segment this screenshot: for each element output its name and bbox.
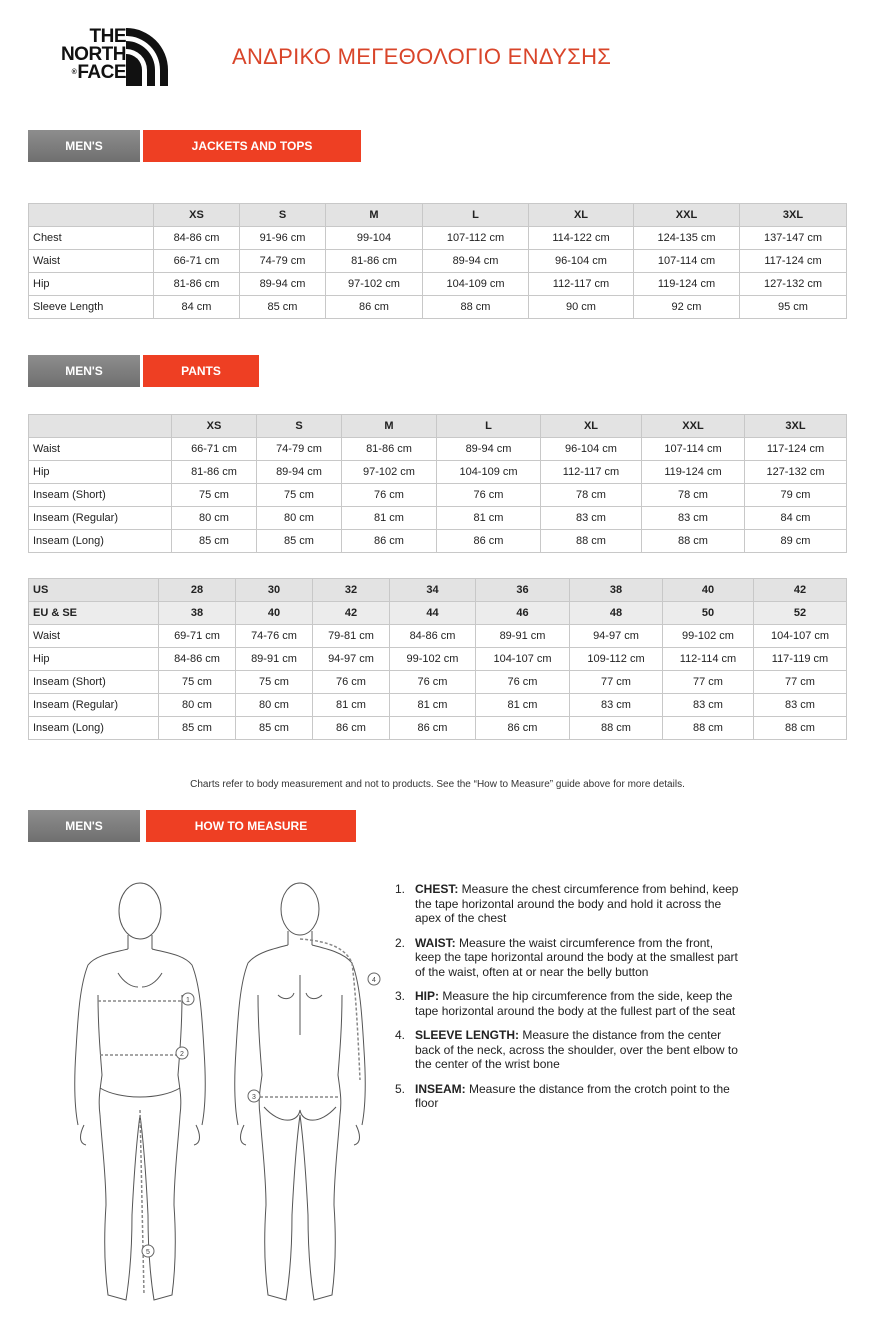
step-number: 1.: [395, 882, 406, 896]
us-size-header: 28: [159, 579, 236, 602]
table-cell: 76 cm: [390, 671, 476, 694]
mens-tab[interactable]: MEN'S: [28, 355, 140, 387]
table-cell: 88 cm: [570, 717, 663, 740]
svg-text:1: 1: [186, 997, 190, 1004]
row-label: Inseam (Regular): [29, 507, 172, 530]
table-cell: 99-102 cm: [663, 625, 754, 648]
table-cell: 80 cm: [159, 694, 236, 717]
table-cell: 83 cm: [570, 694, 663, 717]
us-size-header: 38: [570, 579, 663, 602]
pants-section-header: [28, 355, 259, 387]
size-header: S: [257, 415, 342, 438]
half-dome-icon: [126, 28, 168, 86]
mens-tab[interactable]: MEN'S: [28, 810, 140, 842]
sleeve-tape-line: [300, 939, 360, 1080]
disclaimer-note: Charts refer to body measurement and not to products. See the “How to Measure” guide above for more details.: [190, 779, 685, 790]
step-text: Measure the distance from the crotch point to the floor: [415, 1081, 730, 1110]
mens-tab[interactable]: MEN'S: [28, 130, 140, 162]
table-cell: 89-91 cm: [476, 625, 570, 648]
eu-size-header: 44: [390, 602, 476, 625]
size-header: L: [437, 415, 541, 438]
size-header: L: [423, 204, 529, 227]
row-label: Sleeve Length: [29, 296, 154, 319]
row-label: Hip: [29, 648, 159, 671]
table-cell: 84-86 cm: [154, 227, 240, 250]
table-cell: 74-76 cm: [236, 625, 313, 648]
us-size-header: 32: [313, 579, 390, 602]
table-cell: 86 cm: [326, 296, 423, 319]
table-cell: 127-132 cm: [745, 461, 847, 484]
table-cell: 107-114 cm: [634, 250, 740, 273]
table-cell: 77 cm: [663, 671, 754, 694]
how-to-measure-tab[interactable]: HOW TO MEASURE: [146, 810, 356, 842]
table-row: [29, 625, 847, 648]
row-label: Inseam (Short): [29, 671, 159, 694]
table-header-row: [29, 415, 847, 438]
table-cell: 81-86 cm: [172, 461, 257, 484]
table-cell: 84-86 cm: [159, 648, 236, 671]
table-cell: 80 cm: [236, 694, 313, 717]
row-label: Inseam (Short): [29, 484, 172, 507]
brand-line-2: NORTH: [60, 44, 126, 65]
table-row: [29, 227, 847, 250]
table-cell: 83 cm: [663, 694, 754, 717]
table-cell: 81-86 cm: [326, 250, 423, 273]
table-cell: 97-102 cm: [326, 273, 423, 296]
table-cell: 88 cm: [423, 296, 529, 319]
table-cell: 84 cm: [745, 507, 847, 530]
table-cell: 76 cm: [342, 484, 437, 507]
step-number: 2.: [395, 935, 406, 950]
eu-size-header: 42: [313, 602, 390, 625]
table-cell: 104-107 cm: [754, 625, 847, 648]
table-cell: 117-119 cm: [754, 648, 847, 671]
table-cell: 75 cm: [172, 484, 257, 507]
table-cell: 86 cm: [437, 530, 541, 553]
table-cell: 86 cm: [390, 717, 476, 740]
step-term: HIP:: [415, 989, 439, 1003]
table-cell: 89-94 cm: [240, 273, 326, 296]
table-cell: 107-112 cm: [423, 227, 529, 250]
size-header: M: [342, 415, 437, 438]
size-header: XL: [529, 204, 634, 227]
table-cell: 75 cm: [159, 671, 236, 694]
eu-size-header: 46: [476, 602, 570, 625]
size-header: XS: [172, 415, 257, 438]
brand-logo: [42, 28, 168, 88]
size-header: 3XL: [740, 204, 847, 227]
table-row: [29, 438, 847, 461]
row-label: Inseam (Long): [29, 530, 172, 553]
step-term: INSEAM:: [415, 1081, 466, 1096]
table-cell: 76 cm: [313, 671, 390, 694]
table-cell: 112-114 cm: [663, 648, 754, 671]
table-cell: 89-94 cm: [423, 250, 529, 273]
table-cell: 81 cm: [437, 507, 541, 530]
list-item: [395, 1028, 740, 1072]
row-label: Inseam (Regular): [29, 694, 159, 717]
size-header: XXL: [642, 415, 745, 438]
table-cell: 89-94 cm: [437, 438, 541, 461]
table-cell: 104-109 cm: [437, 461, 541, 484]
table-cell: 79-81 cm: [313, 625, 390, 648]
row-label: Waist: [29, 250, 154, 273]
table-cell: 80 cm: [257, 507, 342, 530]
eu-size-header: 38: [159, 602, 236, 625]
table-cell: 66-71 cm: [154, 250, 240, 273]
eu-size-header: 52: [754, 602, 847, 625]
body-measurement-figure: [60, 875, 390, 1315]
us-size-header: 34: [390, 579, 476, 602]
table-cell: 88 cm: [642, 530, 745, 553]
table-cell: 80 cm: [172, 507, 257, 530]
table-cell: 117-124 cm: [740, 250, 847, 273]
table-cell: 85 cm: [172, 530, 257, 553]
list-item: [395, 882, 740, 926]
table-cell: 86 cm: [342, 530, 437, 553]
marker-hip-icon: [248, 1090, 260, 1102]
step-number: 4.: [395, 1028, 406, 1042]
step-term: CHEST:: [415, 882, 459, 896]
table-cell: 99-104: [326, 227, 423, 250]
pants-numeric-size-table: [28, 578, 847, 740]
table-cell: 96-104 cm: [541, 438, 642, 461]
measure-section-header: [28, 810, 356, 842]
table-cell: 84 cm: [154, 296, 240, 319]
table-cell: 75 cm: [257, 484, 342, 507]
table-cell: 95 cm: [740, 296, 847, 319]
brand-line-3-text: FACE: [77, 62, 126, 83]
step-term: SLEEVE LENGTH:: [415, 1028, 520, 1042]
table-cell: 112-117 cm: [541, 461, 642, 484]
size-header: S: [240, 204, 326, 227]
header-corner: [29, 415, 172, 438]
table-cell: 119-124 cm: [642, 461, 745, 484]
table-cell: 88 cm: [541, 530, 642, 553]
size-header: XXL: [634, 204, 740, 227]
row-label: Waist: [29, 438, 172, 461]
eu-size-header: 48: [570, 602, 663, 625]
row-label: Waist: [29, 625, 159, 648]
table-cell: 124-135 cm: [634, 227, 740, 250]
table-cell: 117-124 cm: [745, 438, 847, 461]
table-row: [29, 273, 847, 296]
eu-size-header: 50: [663, 602, 754, 625]
row-label: Chest: [29, 227, 154, 250]
marker-chest-icon: [182, 993, 194, 1005]
table-cell: 85 cm: [236, 717, 313, 740]
jackets-section-header: [28, 130, 361, 162]
table-cell: 91-96 cm: [240, 227, 326, 250]
table-cell: 89-94 cm: [257, 461, 342, 484]
front-body-outline: [75, 883, 206, 1300]
table-cell: 89-91 cm: [236, 648, 313, 671]
table-cell: 85 cm: [240, 296, 326, 319]
us-size-header: 36: [476, 579, 570, 602]
table-cell: 109-112 cm: [570, 648, 663, 671]
table-cell: 112-117 cm: [529, 273, 634, 296]
list-item: [395, 1082, 740, 1111]
table-cell: 85 cm: [257, 530, 342, 553]
list-item: [395, 936, 740, 980]
table-cell: 76 cm: [437, 484, 541, 507]
table-cell: 88 cm: [754, 717, 847, 740]
svg-text:2: 2: [180, 1051, 184, 1058]
table-cell: 81 cm: [476, 694, 570, 717]
eu-se-label: EU & SE: [29, 602, 159, 625]
table-cell: 90 cm: [529, 296, 634, 319]
size-header: XL: [541, 415, 642, 438]
step-text: Measure the chest circumference from behind, keep the tape horizontal around the body and hold it across the apex of the chest: [415, 882, 739, 925]
row-label: Hip: [29, 273, 154, 296]
registered-mark: ®: [71, 69, 77, 76]
table-cell: 137-147 cm: [740, 227, 847, 250]
step-number: 5.: [395, 1081, 406, 1096]
table-cell: 74-79 cm: [257, 438, 342, 461]
table-cell: 81 cm: [342, 507, 437, 530]
size-header: M: [326, 204, 423, 227]
list-item: [395, 989, 740, 1018]
table-cell: 86 cm: [476, 717, 570, 740]
table-cell: 96-104 cm: [529, 250, 634, 273]
table-cell: 114-122 cm: [529, 227, 634, 250]
row-label: Hip: [29, 461, 172, 484]
size-header: 3XL: [745, 415, 847, 438]
us-label: US: [29, 579, 159, 602]
table-cell: 99-102 cm: [390, 648, 476, 671]
eu-size-header: 40: [236, 602, 313, 625]
svg-text:3: 3: [252, 1094, 256, 1101]
step-number: 3.: [395, 989, 406, 1003]
table-cell: 107-114 cm: [642, 438, 745, 461]
table-cell: 89 cm: [745, 530, 847, 553]
inseam-tape-line: [140, 1110, 144, 1295]
table-cell: 83 cm: [642, 507, 745, 530]
us-size-row: [29, 579, 847, 602]
table-cell: 94-97 cm: [313, 648, 390, 671]
table-cell: 81-86 cm: [154, 273, 240, 296]
table-cell: 85 cm: [159, 717, 236, 740]
table-cell: 84-86 cm: [390, 625, 476, 648]
table-row: [29, 671, 847, 694]
table-row: [29, 648, 847, 671]
table-cell: 97-102 cm: [342, 461, 437, 484]
table-cell: 86 cm: [313, 717, 390, 740]
table-cell: 77 cm: [570, 671, 663, 694]
table-row: [29, 717, 847, 740]
us-size-header: 40: [663, 579, 754, 602]
table-cell: 79 cm: [745, 484, 847, 507]
table-cell: 88 cm: [663, 717, 754, 740]
eu-se-size-row: [29, 602, 847, 625]
page-title: ΑΝΔΡΙΚΟ ΜΕΓΕΘΟΛΟΓΙΟ ΕΝΔΥΣΗΣ: [232, 44, 612, 69]
table-cell: 83 cm: [541, 507, 642, 530]
table-cell: 78 cm: [642, 484, 745, 507]
table-cell: 75 cm: [236, 671, 313, 694]
table-cell: 81 cm: [390, 694, 476, 717]
marker-sleeve-icon: [368, 973, 380, 985]
table-cell: 119-124 cm: [634, 273, 740, 296]
table-cell: 66-71 cm: [172, 438, 257, 461]
marker-inseam-icon: [142, 1245, 154, 1257]
size-header: XS: [154, 204, 240, 227]
table-cell: 81-86 cm: [342, 438, 437, 461]
table-row: [29, 296, 847, 319]
header-corner: [29, 204, 154, 227]
table-cell: 92 cm: [634, 296, 740, 319]
step-term: WAIST:: [415, 935, 456, 950]
brand-line-3: [42, 64, 126, 82]
pants-tab[interactable]: PANTS: [143, 355, 259, 387]
table-row: [29, 484, 847, 507]
table-row: [29, 530, 847, 553]
step-text: Measure the hip circumference from the side, keep the tape horizontal around the body at the fullest part of the seat: [415, 989, 736, 1018]
table-cell: 94-97 cm: [570, 625, 663, 648]
pants-size-table: [28, 414, 847, 553]
table-cell: 76 cm: [476, 671, 570, 694]
table-row: [29, 250, 847, 273]
row-label: Inseam (Long): [29, 717, 159, 740]
step-text: Measure the waist circumference from the front, keep the tape horizontal around the body at the smallest part of the waist, often at or near the belly button: [415, 935, 738, 979]
svg-text:5: 5: [146, 1249, 150, 1256]
jackets-and-tops-tab[interactable]: JACKETS AND TOPS: [143, 130, 361, 162]
table-row: [29, 507, 847, 530]
table-row: [29, 461, 847, 484]
measurement-steps-list: [395, 882, 740, 1121]
table-cell: 74-79 cm: [240, 250, 326, 273]
table-cell: 127-132 cm: [740, 273, 847, 296]
step-text: Measure the distance from the center back of the neck, across the shoulder, over the bent elbow to the center of the wrist bone: [415, 1028, 738, 1071]
table-cell: 83 cm: [754, 694, 847, 717]
table-cell: 69-71 cm: [159, 625, 236, 648]
table-cell: 104-107 cm: [476, 648, 570, 671]
brand-line-1: THE: [89, 26, 126, 47]
svg-text:4: 4: [372, 977, 376, 984]
table-cell: 77 cm: [754, 671, 847, 694]
table-cell: 104-109 cm: [423, 273, 529, 296]
marker-waist-icon: [176, 1047, 188, 1059]
table-cell: 81 cm: [313, 694, 390, 717]
table-header-row: [29, 204, 847, 227]
table-row: [29, 694, 847, 717]
table-cell: 78 cm: [541, 484, 642, 507]
us-size-header: 30: [236, 579, 313, 602]
us-size-header: 42: [754, 579, 847, 602]
jackets-size-table: [28, 203, 847, 319]
